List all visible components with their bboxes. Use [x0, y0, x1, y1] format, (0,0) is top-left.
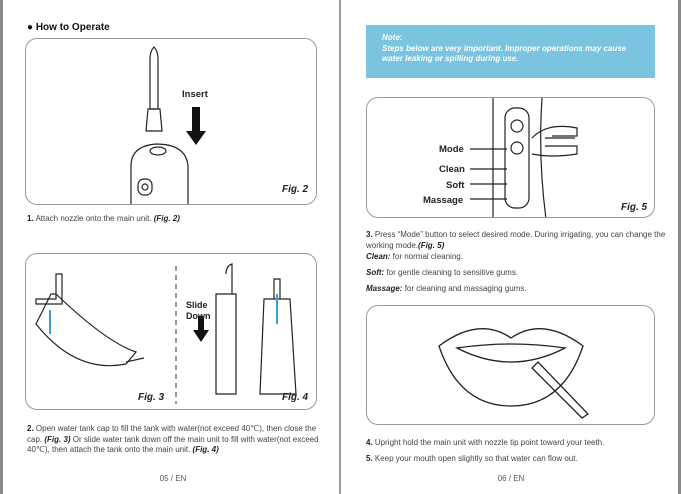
page-05 — [0, 0, 340, 494]
mode-buttons-illustration — [367, 98, 655, 218]
note-box — [366, 25, 655, 78]
mouth-illustration — [367, 306, 655, 425]
page-06 — [341, 0, 681, 494]
massage-label: Massage — [423, 195, 464, 206]
water-tank-illustration — [26, 254, 317, 410]
fig-5-caption: Fig. 5 — [621, 202, 648, 213]
step-2-text: 2. Open water tank cap to fill the tank with water(not exceed 40℃), then close the cap. (Fig. 3) Or slide water tank down off the main unit to fill with water(not exceed 40℃), then attach the tank onto the main unit. (Fig. 4) — [27, 424, 319, 454]
note-title: Note: — [382, 33, 403, 42]
step-3-text: 3. Press “Mode” button to select desired mode. During irrigating, you can change the working mode.(Fig. 5) — [366, 230, 666, 250]
clean-label: Clean — [439, 164, 465, 175]
fig-4-caption: Fig. 4 — [282, 392, 309, 403]
soft-label: Soft — [446, 180, 465, 191]
page-number: 05 / EN — [159, 474, 187, 483]
nozzle-insert-illustration — [26, 39, 317, 205]
figure-mouth — [366, 305, 655, 425]
mode-label: Mode — [439, 144, 464, 155]
mode-soft-desc: Soft: for gentle cleaning to sensitive gums. — [366, 268, 519, 277]
note-text: Steps below are very important. Improper operations may cause water leaking or spilling during use. — [382, 43, 627, 63]
down-label: Down — [186, 311, 211, 321]
figure-5 — [366, 97, 655, 218]
heading-text: How to Operate — [35, 22, 110, 33]
fig-3-caption: Fig. 3 — [138, 392, 165, 403]
page-number: 06 / EN — [497, 474, 525, 483]
step-1-text: 1. Attach nozzle onto the main unit. (Fig. 2) — [27, 214, 180, 223]
step-5-text: 5. Keep your mouth open slightly so that water can flow out. — [366, 454, 578, 463]
insert-label: Insert — [182, 89, 208, 100]
slide-label: Slide — [186, 300, 208, 310]
figure-3-4 — [25, 253, 317, 410]
section-heading: ● How to Operate — [27, 22, 110, 33]
mode-massage-desc: Massage: for cleaning and massaging gums. — [366, 284, 527, 293]
fig-2-caption: Fig. 2 — [282, 184, 309, 195]
figure-2 — [25, 38, 317, 205]
step-4-text: 4. Upright hold the main unit with nozzle tip point toward your teeth. — [366, 438, 605, 447]
mode-clean-desc: Clean: for normal cleaning. — [366, 252, 463, 261]
